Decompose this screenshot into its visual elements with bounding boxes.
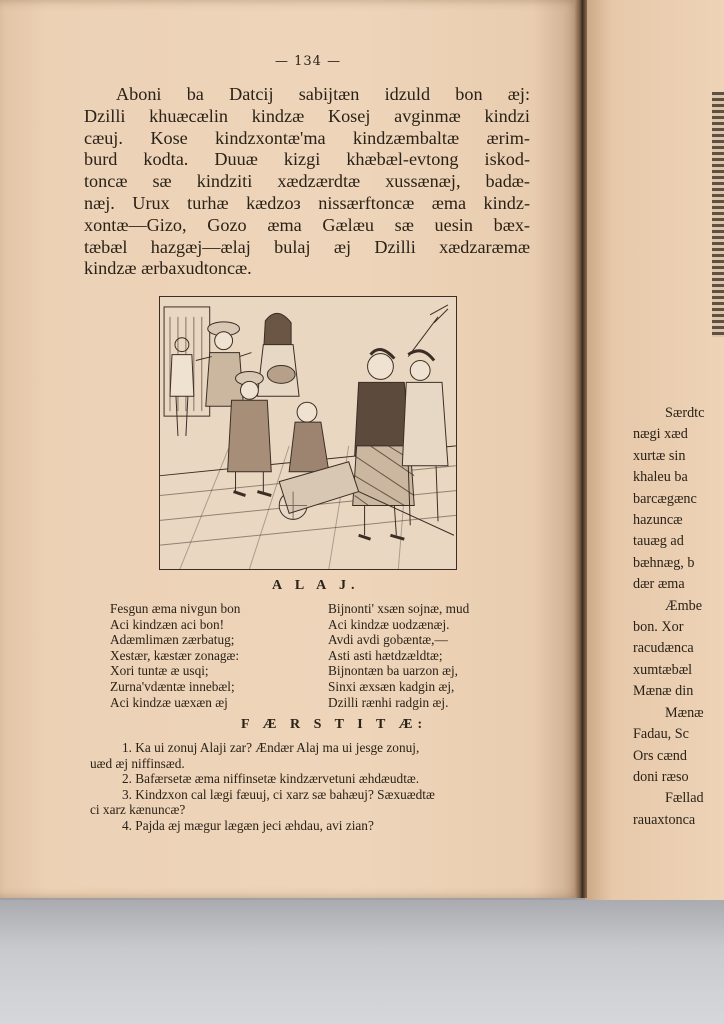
poem-line: Adæmlimæn zærbatug; <box>110 632 235 648</box>
intro-line: xontæ—Gizo, Gozo æma Gælæu sæ uesin bæx- <box>84 214 530 235</box>
intro-paragraph <box>84 84 530 280</box>
intro-line: Dzilli khuæcælin kindzæ Kosej avginmæ kindzi <box>84 105 530 126</box>
facing-page-illustration-edge <box>712 92 724 337</box>
poem-line: Dzilli rænhi radgin æj. <box>328 694 449 710</box>
facing-page-line: xurtæ sin <box>633 447 686 464</box>
poem-line: Aci kindzæ uæxæn æj <box>110 694 228 710</box>
book-gutter <box>575 0 587 898</box>
facing-page-text <box>633 403 724 831</box>
question-line: 4. Pajda æj mægur lægæn jeci æhdau, avi zian? <box>122 817 374 833</box>
wedding-illustration <box>159 296 457 570</box>
question-line: 1. Ka ui zonuj Alaji zar? Ændær Alaj ma ui jesge zonuj, <box>122 740 420 755</box>
intro-line: tæbæl hazgæj—ælaj bulaj æj Dzilli xædzaræmæ <box>84 236 530 257</box>
page-number: — 134 — <box>275 54 342 69</box>
facing-page-line: bæhnæg, b <box>633 554 695 571</box>
facing-page-line: Fadau, Sc <box>633 726 689 743</box>
scanner-bed <box>0 900 724 1024</box>
facing-page-line: xumtæbæl <box>633 661 693 678</box>
intro-line: Aboni ba Datcij sabijtæn idzuld bon æj: <box>116 84 530 104</box>
intro-line: næj. Urux turhæ kædzoз nissærftoncæ æma kindz- <box>84 192 530 213</box>
question-line: 2. Bafærsetæ æma niffinsetæ kindzærvetuni æhdæudtæ. <box>122 771 420 787</box>
poem-line: Aci kindzæn aci bon! <box>110 616 225 632</box>
questions-list <box>90 740 530 834</box>
question-line: uæd æj niffinsæd. <box>90 755 185 771</box>
facing-page-line: Ors cænd <box>633 747 687 764</box>
poem-line: Sinxi æxsæn kadgin æj, <box>328 678 455 694</box>
intro-line: kindzæ ærbaxudtoncæ. <box>84 258 252 279</box>
intro-line: toncæ sæ kindziti xædzærdtæ xussænæj, badæ- <box>84 171 530 192</box>
facing-page-line: barcægænc <box>633 490 697 507</box>
poem-line: Bijnonti' xsæn sojnæ, mud <box>328 601 470 616</box>
facing-page-line: racudænca <box>633 640 694 657</box>
facing-page-line: Mænæ <box>665 704 704 721</box>
poem-left-column <box>110 601 240 710</box>
facing-page-line: tauæg ad <box>633 533 684 550</box>
question-line: 3. Kindzxon cal lægi fæuuj, ci xarz sæ bahæuj? Sæxuædtæ <box>122 786 435 802</box>
facing-page-line: doni ræso <box>633 768 689 785</box>
facing-page-line: rauaxtonca <box>633 811 696 828</box>
intro-line: cæuj. Kose kindzxontæ'ma kindzæmbaltæ ærim- <box>84 127 530 148</box>
facing-page-line: bon. Xor <box>633 619 684 636</box>
facing-page-line: Fællad <box>665 790 704 807</box>
facing-page-line: Æmbe <box>665 597 703 614</box>
intro-line: burd kodta. Duuæ kizgi khæbæl-evtong iskod- <box>84 149 530 170</box>
poem-title: A L A J. <box>272 578 360 593</box>
poem-line: Aci kindzæ uodzænæj. <box>328 616 450 632</box>
facing-page-line: Mænæ din <box>633 683 694 700</box>
questions-title: F Æ R S T I T Æ: <box>241 717 428 732</box>
facing-page-line: nægi xæd <box>633 426 688 443</box>
facing-page-line: hazuncæ <box>633 512 683 529</box>
illustration-drawing <box>160 297 456 569</box>
poem-line: Avdi avdi gobæntæ,— <box>328 632 448 648</box>
poem-line: Fesgun æma nivgun bon <box>110 601 241 616</box>
poem-right-column <box>328 601 469 710</box>
poem-line: Xestær, kæstær zonagæ: <box>110 647 240 663</box>
facing-page-line: dær æma <box>633 576 685 593</box>
facing-page-line: Særdtc <box>665 405 705 421</box>
poem-line: Bijnontæn ba uarzon æj, <box>328 663 459 679</box>
facing-page-line: khaleu ba <box>633 469 688 486</box>
poem-line: Xori tuntæ æ usqi; <box>110 663 209 679</box>
poem-line: Asti asti hætdzældtæ; <box>328 647 443 663</box>
question-line: ci xarz kænuncæ? <box>90 802 186 818</box>
poem-line: Zurna'vdæntæ innebæl; <box>110 678 235 694</box>
